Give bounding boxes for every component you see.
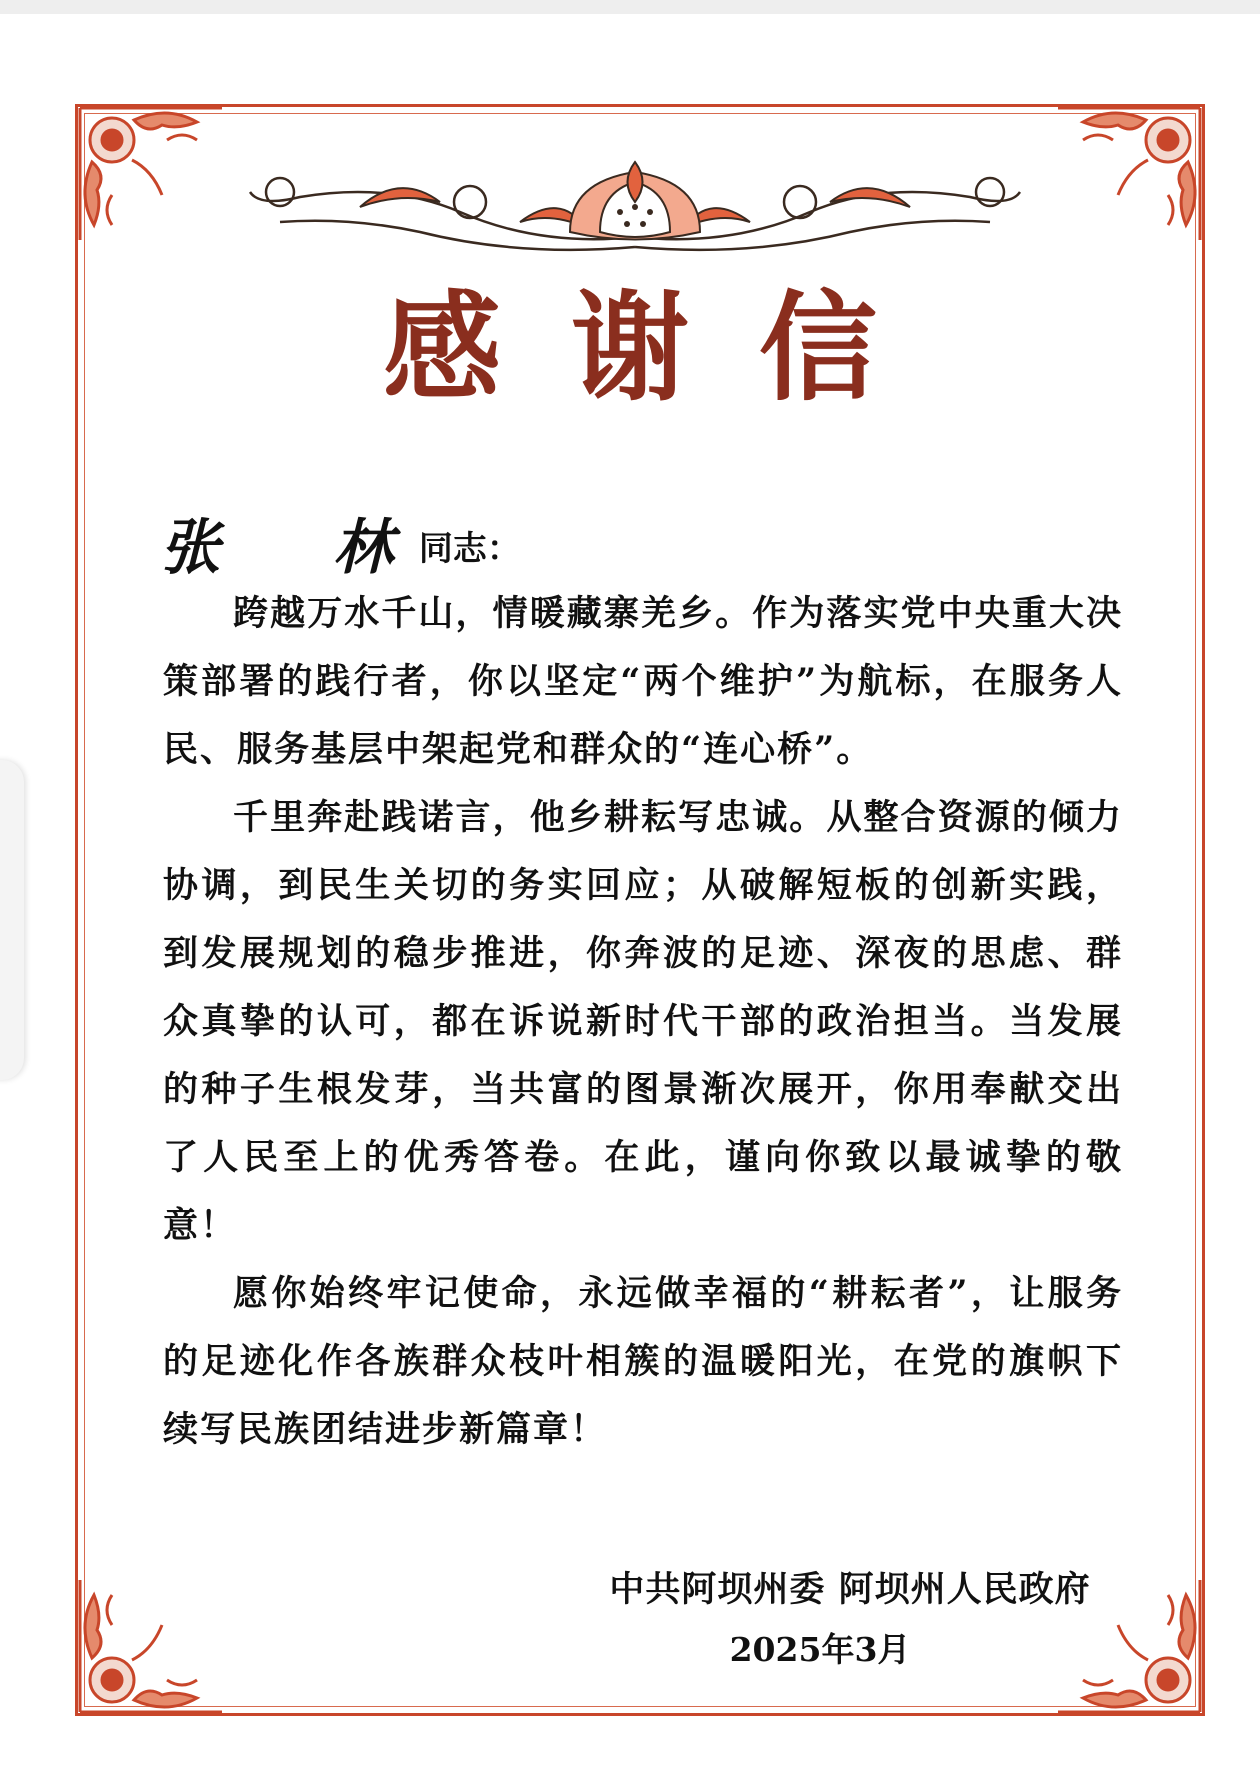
signature-date: 2025年3月: [729, 1630, 911, 1669]
recipient-name: 张 林: [160, 513, 439, 583]
body-paragraph: 千里奔赴践诺言，他乡耕耘写忠诚。从整合资源的倾力协调，到民生关切的务实回应；从破解短板的创新实践，到发展规划的稳步推进，你奔波的足迹、深夜的思虑、群众真挚的认可，都在诉说新时代干部的政治担当。当发展的种子生根发芽，当共富的图景渐次展开，你用奉献交出了人民至上的优秀答卷。在此，谨向你致以最诚挚的敬意！: [163, 797, 1123, 1246]
salutation: [160, 500, 521, 583]
corner-ornament-top-left: [72, 100, 232, 250]
signature-organization: 中共阿坝州委 阿坝州人民政府: [609, 1569, 1091, 1610]
recipient-suffix: 同志：: [418, 529, 521, 569]
body-paragraph: 跨越万水千山，情暖藏寨羌乡。作为落实党中央重大决策部署的践行者，你以坚定“两个维护”为航标，在服务人民、服务基层中架起党和群众的“连心桥”。: [163, 593, 1123, 770]
top-strip: [0, 0, 1260, 14]
letter-body: [163, 580, 1123, 1464]
side-card-edge: [0, 760, 24, 1080]
corner-ornament-top-right: [1048, 100, 1208, 250]
letter-title: 感谢信: [382, 278, 947, 417]
corner-ornament-bottom-left: [72, 1570, 232, 1720]
body-paragraph: 愿你始终牢记使命，永远做幸福的“耕耘者”，让服务的足迹化作各族群众枝叶相簇的温暖阳光，在党的旗帜下续写民族团结进步新篇章！: [163, 1273, 1124, 1450]
lotus-ornament: [240, 152, 1030, 262]
signature-block: [570, 1560, 1130, 1680]
